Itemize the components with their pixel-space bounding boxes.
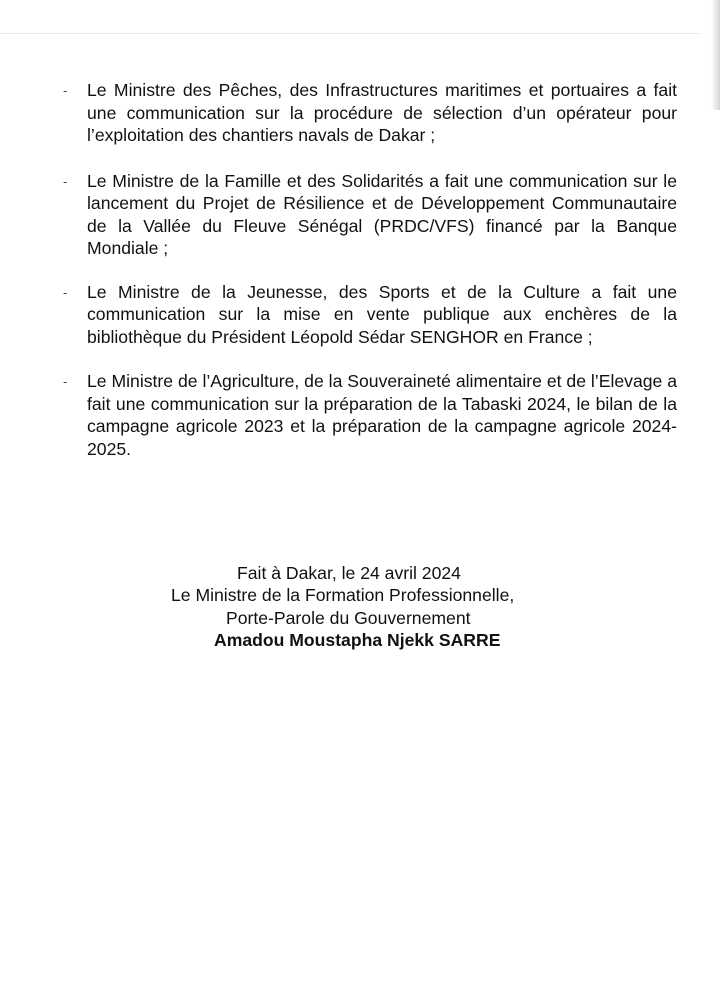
signatory-name: Amadou Moustapha Njekk SARRE xyxy=(214,629,501,650)
bullet-marker: - xyxy=(63,173,68,189)
list-item-text: Le Ministre de la Jeunesse, des Sports et de la Culture a fait une communication sur la mise en vente publique aux enchères de la bibliothèque du Président Léopold Sédar SENGHOR en France ; xyxy=(87,281,677,347)
list-item-text: Le Ministre de la Famille et des Solidarités a fait une communication sur le lancement du Projet de Résilience et de Développement Communautaire de la Vallée du Fleuve Sénégal (PRDC/VFS) financé par la Banque Mondiale ; xyxy=(87,170,677,258)
communications-list xyxy=(0,79,720,483)
list-item xyxy=(0,170,720,260)
list-item xyxy=(0,79,720,147)
list-item xyxy=(0,370,720,460)
top-divider xyxy=(0,33,700,34)
signature-date: Fait à Dakar, le 24 avril 2024 xyxy=(237,563,461,583)
bullet-marker: - xyxy=(63,284,68,300)
signature-block xyxy=(0,562,720,651)
signatory-office: Porte-Parole du Gouvernement xyxy=(226,607,471,628)
bullet-marker: - xyxy=(63,374,68,389)
list-item-text: Le Ministre de l’Agriculture, de la Souveraineté alimentaire et de l’Elevage a fait une communication sur la préparation de la Tabaski 2024, le bilan de la campagne agricole 2023 et la préparation de la campagne agricole 2024-2025. xyxy=(87,371,677,459)
bullet-marker: - xyxy=(63,83,68,98)
signatory-role: Le Ministre de la Formation Professionnelle, xyxy=(171,585,515,606)
list-item xyxy=(0,281,720,349)
list-item-text: Le Ministre des Pêches, des Infrastructures maritimes et portuaires a fait une communication sur la procédure de sélection d’un opérateur pour l’exploitation des chantiers navals de Dakar ; xyxy=(87,80,677,145)
